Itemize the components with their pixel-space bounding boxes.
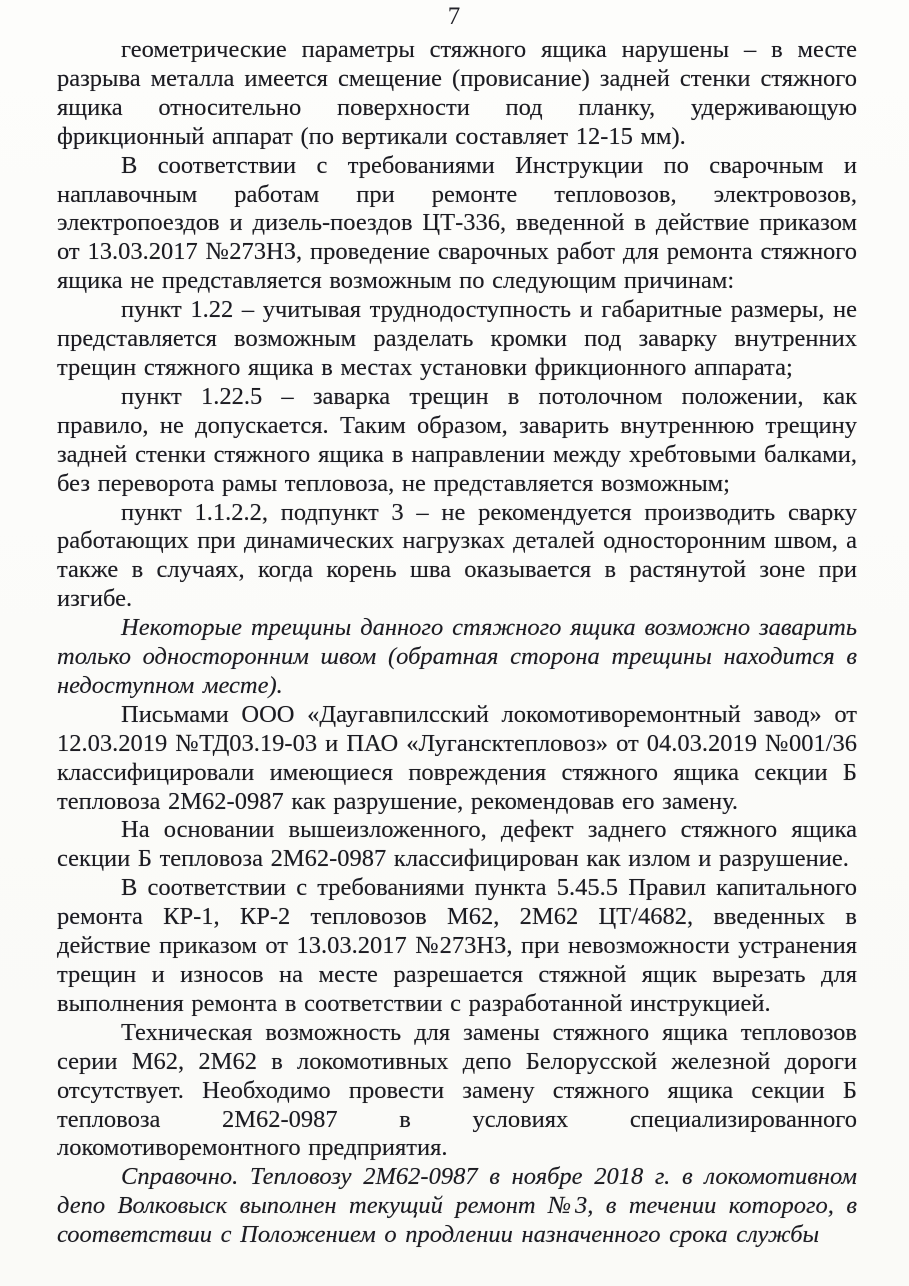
paragraph: Техническая возможность для замены стяжного ящика тепловозов серии М62, 2М62 в локомотивных депо Белорусской железной дороги отсутствует. Необходимо провести замену стяжного ящика секции Б тепловоза 2М62-0987 в условиях специализированного локомотиворемонтного предприятия. [57, 1018, 857, 1162]
document-body [57, 36, 857, 1250]
page-number: 7 [447, 3, 462, 30]
paragraph: Справочно. Тепловозу 2М62-0987 в ноябре 2018 г. в локомотивном депо Волковыск выполнен текущий ремонт №3, в течении которого, в соответствии с Положением о продлении назначенного срока службы [57, 1163, 857, 1249]
paragraph: пункт 1.22.5 – заварка трещин в потолочном положении, как правило, не допускается. Таким образом, заварить внутреннюю трещину задней стенки стяжного ящика в направлении между хребтовыми балками, без переворота рамы тепловоза, не представляется возможным; [57, 382, 857, 497]
paragraph: пункт 1.22 – учитывая труднодоступность и габаритные размеры, не представляется возможным разделать кромки под заварку внутренних трещин стяжного ящика в местах установки фрикционного аппарата; [57, 296, 857, 381]
paragraph: Письмами ООО «Даугавпилсский локомотиворемонтный завод» от 12.03.2019 №ТД03.19-03 и ПАО «Лугансктепловоз» от 04.03.2019 №001/36 классифицировали имеющиеся повреждения стяжного ящика секции Б тепловоза 2М62-0987 как разрушение, рекомендовав его замену. [57, 700, 857, 815]
paragraph: Некоторые трещины данного стяжного ящика возможно заварить только односторонним швом (обратная сторона трещины находится в недоступном месте). [57, 614, 857, 699]
paragraph: На основании вышеизложенного, дефект заднего стяжного ящика секции Б тепловоза 2М62-0987 классифицирован как излом и разрушение. [57, 816, 857, 873]
paragraph: пункт 1.1.2.2, подпункт 3 – не рекомендуется производить сварку работающих при динамических нагрузках деталей односторонним швом, а также в случаях, когда корень шва оказывается в растянутой зоне при изгибе. [57, 498, 857, 613]
paragraph: геометрические параметры стяжного ящика нарушены – в месте разрыва металла имеется смещение (провисание) задней стенки стяжного ящика относительно поверхности под планку, удерживающую фрикционный аппарат (по вертикали составляет 12-15 мм). [57, 36, 857, 150]
paragraph: В соответствии с требованиями Инструкции по сварочным и наплавочным работам при ремонте тепловозов, электровозов, электропоездов и дизель-поездов ЦТ-336, введенной в действие приказом от 13.03.2017 №273НЗ, проведение сварочных работ для ремонта стяжного ящика не представляется возможным по следующим причинам: [57, 151, 857, 295]
paragraph: В соответствии с требованиями пункта 5.45.5 Правил капитального ремонта КР-1, КР-2 тепловозов М62, 2М62 ЦТ/4682, введенных в действие приказом от 13.03.2017 №273НЗ, при невозможности устранения трещин и износов на месте разрешается стяжной ящик вырезать для выполнения ремонта в соответствии с разработанной инструкцией. [57, 874, 857, 1017]
